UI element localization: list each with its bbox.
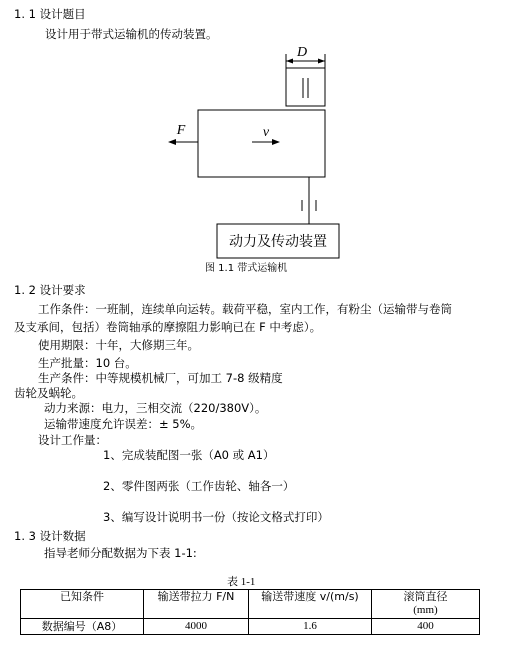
label-d: D [296, 45, 308, 60]
design-topic-text: 设计用于带式运输机的传动装置。 [45, 27, 218, 41]
d-arrow-left [286, 59, 293, 64]
work-conditions-line1: 工作条件：一班制，连续单向运转。载荷平稳，室内工作，有粉尘（运输带与卷筒 [38, 302, 452, 316]
belt [198, 110, 325, 177]
belt-conveyor-figure [0, 40, 507, 280]
label-f: F [176, 123, 186, 138]
data-intro-text: 指导老师分配数据为下表 1-1: [44, 546, 197, 560]
value-drum-diameter: 400 [372, 619, 480, 635]
table-row [21, 619, 480, 635]
value-belt-tension: 4000 [144, 619, 249, 635]
table-title: 表 1-1 [227, 576, 256, 588]
power-source-text: 动力来源：电力，三相交流（220/380V）。 [44, 401, 267, 415]
d-arrow-right [318, 59, 325, 64]
header-drum-diameter-unit: (mm) [413, 604, 438, 616]
header-drum-diameter-label: 滚筒直径 [403, 590, 448, 603]
work-conditions-line2: 及支承间，包括）卷筒轴承的摩擦阻力影响已在 F 中考虑）。 [14, 320, 322, 334]
force-arrow-head [168, 139, 176, 145]
production-batch-text: 生产批量：10 台。 [38, 356, 137, 370]
table-header-row [21, 590, 480, 619]
figure-caption: 图 1.1 带式运输机 [205, 263, 288, 274]
drum [286, 68, 325, 106]
row-label: 数据编号（A8） [21, 619, 144, 635]
section-1-3-heading: 1. 3 设计数据 [14, 529, 86, 543]
work-item-manual: 3、编写设计说明书一份（按论文格式打印） [103, 510, 329, 524]
value-belt-speed: 1.6 [249, 619, 372, 635]
service-life-text: 使用期限：十年，大修期三年。 [38, 338, 199, 352]
header-belt-tension: 输送带拉力 F/N [144, 590, 249, 619]
production-conditions-line1: 生产条件：中等规模机械厂，可加工 7-8 级精度 [38, 371, 283, 385]
header-drum-diameter [372, 590, 480, 619]
production-conditions-line2: 齿轮及蜗轮。 [14, 386, 83, 400]
header-belt-speed: 输送带速度 v/(m/s) [249, 590, 372, 619]
workload-title: 设计工作量： [38, 433, 107, 447]
label-v: v [262, 125, 270, 140]
work-item-assembly-drawing: 1、完成装配图一张（A0 或 A1） [103, 448, 275, 462]
design-data-table [20, 589, 480, 635]
header-known-conditions: 已知条件 [21, 590, 144, 619]
work-item-part-drawings: 2、零件图两张（工作齿轮、轴各一） [103, 479, 295, 493]
section-1-2-heading: 1. 2 设计要求 [14, 283, 86, 297]
section-1-1-heading: 1. 1 设计题目 [14, 7, 86, 21]
speed-tolerance-text: 运输带速度允许误差：± 5%。 [44, 417, 203, 431]
drive-unit-label: 动力及传动装置 [229, 234, 327, 250]
